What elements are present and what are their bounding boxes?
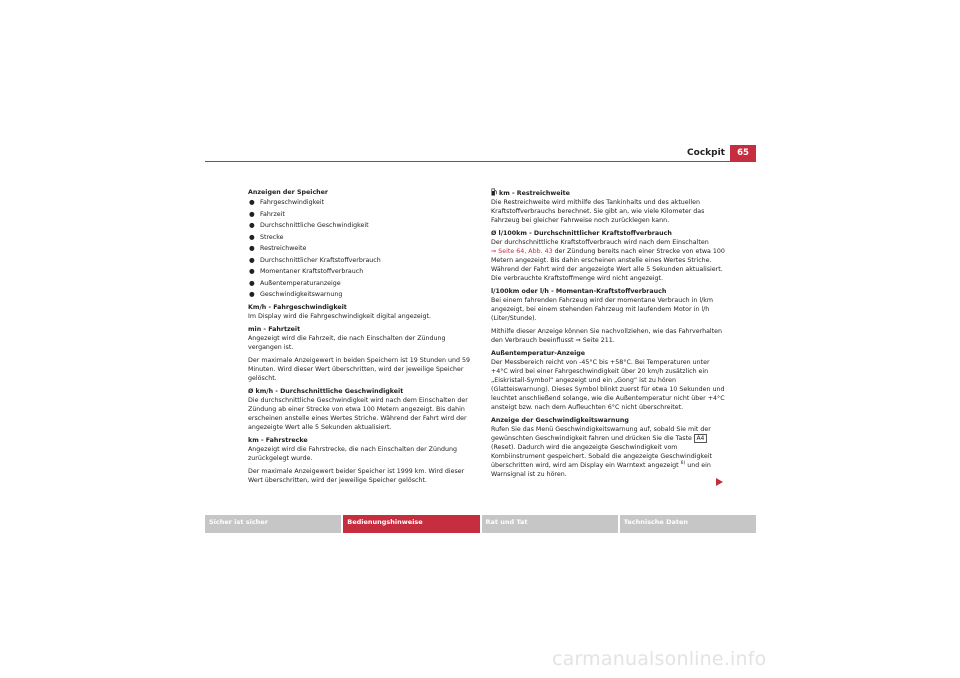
watermark: carmanualsonline.info (552, 648, 767, 670)
temperature-text: Der Messbereich reicht von -45°C bis +58°C. Bei Temperaturen unter +4°C wird bei einer Fahrgeschwindigkeit über 20 km/h zusätzlich ein „Eiskristall-Symbol“ angezeigt und ein „Gong“ ist zu hören (Glatteiswarnung). Dieses Symbol blinkt zuerst für etwa 10 Sekunden und leuchtet anschließend solange, wie die Außentemperatur nicht über +4°C ansteigt bzw. nach dem Aufleuchten 6°C nicht überschreitet. (491, 359, 725, 411)
list-item: ● Fahrgeschwindigkeit (249, 198, 325, 206)
displays-heading: Anzeigen der Speicher (248, 189, 329, 196)
current-consumption-heading: l/100km oder l/h - Momentan-Kraftstoffverbrauch (491, 288, 667, 295)
list-item: ● Durchschnittliche Geschwindigkeit (249, 221, 369, 229)
distance-heading: km - Fahrstrecke (248, 437, 308, 444)
speed-text: Im Display wird die Fahrgeschwindigkeit digital angezeigt. (248, 313, 432, 320)
bullet-icon: ● (249, 290, 255, 298)
current-consumption-text: Bei einem fahrenden Fahrzeug wird der momentane Verbrauch in l/km angezeigt, bei einem stehenden Fahrzeug mit laufendem Motor in l/h (Liter/Stunde). (491, 297, 714, 322)
avg-speed-heading: Ø km/h - Durchschnittliche Geschwindigkeit (248, 388, 404, 395)
distance-text: Angezeigt wird die Fahrstrecke, die nach Einschalten der Zündung zurückgelegt wurde. (248, 446, 457, 462)
bullet-icon: ● (249, 244, 255, 252)
list-item: ● Restreichweite (249, 244, 307, 252)
tab-technische-daten[interactable]: Technische Daten (620, 515, 756, 533)
list-item: ● Fahrzeit (249, 209, 285, 218)
section-tabs (205, 515, 756, 533)
list-item: ● Außentemperaturanzeige (249, 278, 341, 287)
range-heading: km - Restreichweite (491, 188, 725, 198)
reset-key-icon: A4 (694, 434, 707, 443)
avg-consumption-heading: Ø l/100km - Durchschnittlicher Kraftstoffverbrauch (491, 230, 672, 237)
bullet-icon: ● (249, 221, 255, 229)
bullet-icon: ● (249, 255, 255, 264)
next-page-arrow-icon[interactable] (716, 478, 723, 486)
fuel-pump-icon (491, 188, 497, 196)
list-item: ● Geschwindigkeitswarnung (249, 290, 343, 298)
right-column (491, 188, 725, 483)
bullet-icon: ● (249, 198, 255, 206)
footnote-marker: 6) (680, 460, 686, 466)
list-item: ● Momentaner Kraftstoffverbrauch (249, 267, 364, 275)
list-item: ● Strecke (249, 232, 284, 241)
displays-list (248, 198, 480, 299)
speed-warning-text: Rufen Sie das Menü Geschwindigkeitswarnung auf, sobald Sie mit der gewünschten Geschwindigkeit fahren und drücken Sie die Taste A4 (Reset). Dadurch wird die angezeigte Geschwindigkeit vom Kombiinstrument gespeichert. Sobald die angezeigte Geschwindigkeit überschritten wird, wird am Display ein Warntext angezeigt $^{6)}$ und ein Warnsignal ist zu hören. (491, 426, 712, 478)
range-text: Die Restreichweite wird mithilfe des Tankinhalts und des aktuellen Kraftstoffverbrauchs berechnet. Sie gibt an, wie viele Kilometer das Fahrzeug bei gleicher Fahrweise noch zurücklegen kann. (491, 199, 705, 224)
bullet-icon: ● (249, 267, 255, 275)
distance-max-text: Der maximale Anzeigewert beider Speicher ist 1999 km. Wird dieser Wert überschritten, wird der jeweilige Speicher gelöscht. (248, 468, 465, 484)
left-column (248, 188, 480, 489)
bullet-icon: ● (249, 278, 255, 287)
time-heading: min - Fahrtzeit (248, 326, 301, 333)
tab-bedienungshinweise[interactable]: Bedienungshinweise (343, 515, 479, 533)
header-divider (205, 161, 756, 162)
avg-consumption-text: Der durchschnittliche Kraftstoffverbrauch wird nach dem Einschalten ⇒ Seite 64, Abb. 43 der Zündung bereits nach einer Strecke von etwa 100 Metern angezeigt. Bis dahin erscheinen anstelle eines Wertes Striche. Während der Fahrt wird der angezeigte Wert alle 5 Sekunden aktualisiert. Die verbrauchte Kraftstoffmenge wird nicht angezeigt. (491, 239, 725, 282)
time-text: Angezeigt wird die Fahrzeit, die nach Einschalten der Zündung vergangen ist. (248, 335, 446, 351)
tab-sicher-ist-sicher[interactable]: Sicher ist sicher (205, 515, 341, 533)
current-consumption-hint: Mithilfe dieser Anzeige können Sie nachvollziehen, wie das Fahrverhalten den Verbrauch beeinflusst ⇒ Seite 211. (491, 328, 723, 344)
chapter-title: Cockpit (687, 148, 725, 158)
speed-heading: Km/h - Fahrgeschwindigkeit (248, 304, 347, 311)
list-item: ● Durchschnittlicher Kraftstoffverbrauch (249, 255, 381, 264)
time-max-text: Der maximale Anzeigewert in beiden Speichern ist 19 Stunden und 59 Minuten. Wird dieser Wert überschritten, wird der jeweilige Speicher gelöscht. (248, 357, 471, 382)
avg-speed-text: Die durchschnittliche Geschwindigkeit wird nach dem Einschalten der Zündung ab einer Strecke von etwa 100 Metern angezeigt. Bis dahin erscheinen anstelle eines Wertes Striche. Während der Fahrt wird der angezeigte Wert alle 5 Sekunden aktualisiert. (248, 397, 468, 431)
page-number-badge: 65 (730, 145, 756, 162)
figure-link[interactable]: ⇒ Seite 64, Abb. 43 (491, 248, 553, 255)
bullet-icon: ● (249, 209, 255, 218)
bullet-icon: ● (249, 232, 255, 241)
speed-warning-heading: Anzeige der Geschwindigkeitswarnung (491, 417, 629, 424)
temperature-heading: Außentemperatur-Anzeige (491, 350, 586, 357)
tab-rat-und-tat[interactable]: Rat und Tat (482, 515, 618, 533)
